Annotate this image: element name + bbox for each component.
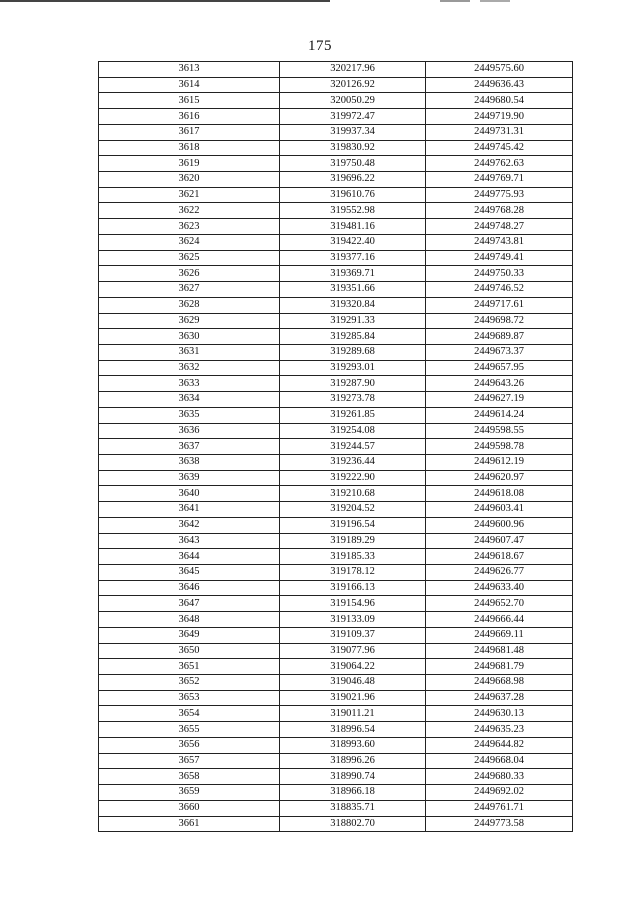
y-coordinate-cell: 2449719.90: [426, 109, 573, 125]
x-coordinate-cell: 320126.92: [280, 77, 426, 93]
point-number-cell: 3632: [99, 360, 280, 376]
table-row: [99, 344, 573, 360]
table-row: [99, 580, 573, 596]
table-row: [99, 690, 573, 706]
y-coordinate-cell: 2449633.40: [426, 580, 573, 596]
point-number-cell: 3620: [99, 172, 280, 188]
x-coordinate-cell: 319064.22: [280, 659, 426, 675]
x-coordinate-cell: 319196.54: [280, 517, 426, 533]
x-coordinate-cell: 319185.33: [280, 549, 426, 565]
y-coordinate-cell: 2449698.72: [426, 313, 573, 329]
x-coordinate-cell: 319011.21: [280, 706, 426, 722]
table-row: [99, 753, 573, 769]
table-row: [99, 800, 573, 816]
table-row: [99, 565, 573, 581]
point-number-cell: 3650: [99, 643, 280, 659]
x-coordinate-cell: 319320.84: [280, 297, 426, 313]
point-number-cell: 3638: [99, 454, 280, 470]
table-row: [99, 769, 573, 785]
y-coordinate-cell: 2449614.24: [426, 407, 573, 423]
y-coordinate-cell: 2449607.47: [426, 533, 573, 549]
x-coordinate-cell: 319830.92: [280, 140, 426, 156]
x-coordinate-cell: 318802.70: [280, 816, 426, 832]
point-number-cell: 3618: [99, 140, 280, 156]
x-coordinate-cell: 319261.85: [280, 407, 426, 423]
x-coordinate-cell: 319351.66: [280, 282, 426, 298]
point-number-cell: 3621: [99, 187, 280, 203]
x-coordinate-cell: 318993.60: [280, 737, 426, 753]
y-coordinate-cell: 2449618.08: [426, 486, 573, 502]
y-coordinate-cell: 2449680.54: [426, 93, 573, 109]
y-coordinate-cell: 2449652.70: [426, 596, 573, 612]
point-number-cell: 3653: [99, 690, 280, 706]
point-number-cell: 3628: [99, 297, 280, 313]
point-number-cell: 3613: [99, 62, 280, 78]
y-coordinate-cell: 2449669.11: [426, 627, 573, 643]
y-coordinate-cell: 2449717.61: [426, 297, 573, 313]
table-row: [99, 816, 573, 832]
y-coordinate-cell: 2449745.42: [426, 140, 573, 156]
x-coordinate-cell: 319236.44: [280, 454, 426, 470]
y-coordinate-cell: 2449626.77: [426, 565, 573, 581]
y-coordinate-cell: 2449627.19: [426, 392, 573, 408]
y-coordinate-cell: 2449748.27: [426, 219, 573, 235]
y-coordinate-cell: 2449692.02: [426, 785, 573, 801]
table-row: [99, 486, 573, 502]
x-coordinate-cell: 319244.57: [280, 439, 426, 455]
y-coordinate-cell: 2449769.71: [426, 172, 573, 188]
table-row: [99, 93, 573, 109]
x-coordinate-cell: 319178.12: [280, 565, 426, 581]
point-number-cell: 3627: [99, 282, 280, 298]
y-coordinate-cell: 2449668.98: [426, 675, 573, 691]
table-row: [99, 612, 573, 628]
x-coordinate-cell: 319210.68: [280, 486, 426, 502]
x-coordinate-cell: 318996.54: [280, 722, 426, 738]
table-row: [99, 643, 573, 659]
point-number-cell: 3625: [99, 250, 280, 266]
x-coordinate-cell: 319972.47: [280, 109, 426, 125]
x-coordinate-cell: 319293.01: [280, 360, 426, 376]
y-coordinate-cell: 2449681.48: [426, 643, 573, 659]
point-number-cell: 3654: [99, 706, 280, 722]
x-coordinate-cell: 319289.68: [280, 344, 426, 360]
x-coordinate-cell: 320050.29: [280, 93, 426, 109]
point-number-cell: 3626: [99, 266, 280, 282]
table-row: [99, 266, 573, 282]
table-row: [99, 187, 573, 203]
y-coordinate-cell: 2449657.95: [426, 360, 573, 376]
table-row: [99, 454, 573, 470]
y-coordinate-cell: 2449773.58: [426, 816, 573, 832]
table-row: [99, 502, 573, 518]
y-coordinate-cell: 2449668.04: [426, 753, 573, 769]
x-coordinate-cell: 319204.52: [280, 502, 426, 518]
point-number-cell: 3656: [99, 737, 280, 753]
table-row: [99, 439, 573, 455]
table-row: [99, 124, 573, 140]
table-row: [99, 596, 573, 612]
x-coordinate-cell: 319154.96: [280, 596, 426, 612]
point-number-cell: 3623: [99, 219, 280, 235]
point-number-cell: 3630: [99, 329, 280, 345]
point-number-cell: 3649: [99, 627, 280, 643]
point-number-cell: 3651: [99, 659, 280, 675]
table-row: [99, 392, 573, 408]
table-row: [99, 313, 573, 329]
point-number-cell: 3635: [99, 407, 280, 423]
x-coordinate-cell: 318990.74: [280, 769, 426, 785]
table-row: [99, 517, 573, 533]
page-number: 175: [308, 38, 332, 54]
x-coordinate-cell: 319287.90: [280, 376, 426, 392]
table-row: [99, 376, 573, 392]
y-coordinate-cell: 2449598.55: [426, 423, 573, 439]
table-row: [99, 329, 573, 345]
x-coordinate-cell: 319422.40: [280, 234, 426, 250]
y-coordinate-cell: 2449635.23: [426, 722, 573, 738]
table-row: [99, 737, 573, 753]
y-coordinate-cell: 2449768.28: [426, 203, 573, 219]
point-number-cell: 3641: [99, 502, 280, 518]
x-coordinate-cell: 319166.13: [280, 580, 426, 596]
table-row: [99, 282, 573, 298]
y-coordinate-cell: 2449600.96: [426, 517, 573, 533]
y-coordinate-cell: 2449636.43: [426, 77, 573, 93]
table-row: [99, 533, 573, 549]
table-row: [99, 722, 573, 738]
y-coordinate-cell: 2449775.93: [426, 187, 573, 203]
point-number-cell: 3660: [99, 800, 280, 816]
table-row: [99, 675, 573, 691]
scan-edge-line: [0, 0, 640, 2]
y-coordinate-cell: 2449620.97: [426, 470, 573, 486]
y-coordinate-cell: 2449750.33: [426, 266, 573, 282]
point-number-cell: 3636: [99, 423, 280, 439]
x-coordinate-cell: 319021.96: [280, 690, 426, 706]
x-coordinate-cell: 319222.90: [280, 470, 426, 486]
table-row: [99, 785, 573, 801]
table-row: [99, 549, 573, 565]
coordinate-table-body: [99, 62, 573, 832]
x-coordinate-cell: 319291.33: [280, 313, 426, 329]
point-number-cell: 3624: [99, 234, 280, 250]
point-number-cell: 3645: [99, 565, 280, 581]
table-row: [99, 706, 573, 722]
point-number-cell: 3661: [99, 816, 280, 832]
table-row: [99, 77, 573, 93]
point-number-cell: 3659: [99, 785, 280, 801]
y-coordinate-cell: 2449603.41: [426, 502, 573, 518]
table-row: [99, 423, 573, 439]
y-coordinate-cell: 2449618.67: [426, 549, 573, 565]
table-row: [99, 156, 573, 172]
y-coordinate-cell: 2449743.81: [426, 234, 573, 250]
x-coordinate-cell: 319254.08: [280, 423, 426, 439]
x-coordinate-cell: 319273.78: [280, 392, 426, 408]
point-number-cell: 3658: [99, 769, 280, 785]
table-row: [99, 172, 573, 188]
table-row: [99, 360, 573, 376]
y-coordinate-cell: 2449681.79: [426, 659, 573, 675]
table-row: [99, 140, 573, 156]
x-coordinate-cell: 319552.98: [280, 203, 426, 219]
table-row: [99, 470, 573, 486]
y-coordinate-cell: 2449637.28: [426, 690, 573, 706]
point-number-cell: 3639: [99, 470, 280, 486]
x-coordinate-cell: 319750.48: [280, 156, 426, 172]
point-number-cell: 3642: [99, 517, 280, 533]
x-coordinate-cell: 319369.71: [280, 266, 426, 282]
point-number-cell: 3622: [99, 203, 280, 219]
table-row: [99, 219, 573, 235]
x-coordinate-cell: 319696.22: [280, 172, 426, 188]
x-coordinate-cell: 319937.34: [280, 124, 426, 140]
table-row: [99, 234, 573, 250]
x-coordinate-cell: 319046.48: [280, 675, 426, 691]
table-row: [99, 407, 573, 423]
y-coordinate-cell: 2449575.60: [426, 62, 573, 78]
x-coordinate-cell: 319377.16: [280, 250, 426, 266]
y-coordinate-cell: 2449598.78: [426, 439, 573, 455]
point-number-cell: 3631: [99, 344, 280, 360]
x-coordinate-cell: 319481.16: [280, 219, 426, 235]
coordinate-table: [98, 61, 573, 832]
point-number-cell: 3637: [99, 439, 280, 455]
point-number-cell: 3648: [99, 612, 280, 628]
table-row: [99, 203, 573, 219]
x-coordinate-cell: 319285.84: [280, 329, 426, 345]
point-number-cell: 3633: [99, 376, 280, 392]
point-number-cell: 3619: [99, 156, 280, 172]
x-coordinate-cell: 319077.96: [280, 643, 426, 659]
point-number-cell: 3629: [99, 313, 280, 329]
y-coordinate-cell: 2449673.37: [426, 344, 573, 360]
point-number-cell: 3634: [99, 392, 280, 408]
table-row: [99, 659, 573, 675]
point-number-cell: 3655: [99, 722, 280, 738]
point-number-cell: 3616: [99, 109, 280, 125]
table-row: [99, 250, 573, 266]
y-coordinate-cell: 2449630.13: [426, 706, 573, 722]
y-coordinate-cell: 2449731.31: [426, 124, 573, 140]
point-number-cell: 3657: [99, 753, 280, 769]
point-number-cell: 3643: [99, 533, 280, 549]
x-coordinate-cell: 318996.26: [280, 753, 426, 769]
point-number-cell: 3614: [99, 77, 280, 93]
x-coordinate-cell: 318835.71: [280, 800, 426, 816]
y-coordinate-cell: 2449749.41: [426, 250, 573, 266]
x-coordinate-cell: 319189.29: [280, 533, 426, 549]
point-number-cell: 3615: [99, 93, 280, 109]
y-coordinate-cell: 2449762.63: [426, 156, 573, 172]
x-coordinate-cell: 319109.37: [280, 627, 426, 643]
table-row: [99, 62, 573, 78]
point-number-cell: 3617: [99, 124, 280, 140]
y-coordinate-cell: 2449761.71: [426, 800, 573, 816]
y-coordinate-cell: 2449666.44: [426, 612, 573, 628]
table-row: [99, 297, 573, 313]
x-coordinate-cell: 320217.96: [280, 62, 426, 78]
table-row: [99, 109, 573, 125]
x-coordinate-cell: 319610.76: [280, 187, 426, 203]
table-row: [99, 627, 573, 643]
point-number-cell: 3652: [99, 675, 280, 691]
point-number-cell: 3647: [99, 596, 280, 612]
y-coordinate-cell: 2449612.19: [426, 454, 573, 470]
point-number-cell: 3646: [99, 580, 280, 596]
y-coordinate-cell: 2449643.26: [426, 376, 573, 392]
y-coordinate-cell: 2449680.33: [426, 769, 573, 785]
x-coordinate-cell: 318966.18: [280, 785, 426, 801]
x-coordinate-cell: 319133.09: [280, 612, 426, 628]
point-number-cell: 3640: [99, 486, 280, 502]
y-coordinate-cell: 2449644.82: [426, 737, 573, 753]
y-coordinate-cell: 2449746.52: [426, 282, 573, 298]
y-coordinate-cell: 2449689.87: [426, 329, 573, 345]
point-number-cell: 3644: [99, 549, 280, 565]
